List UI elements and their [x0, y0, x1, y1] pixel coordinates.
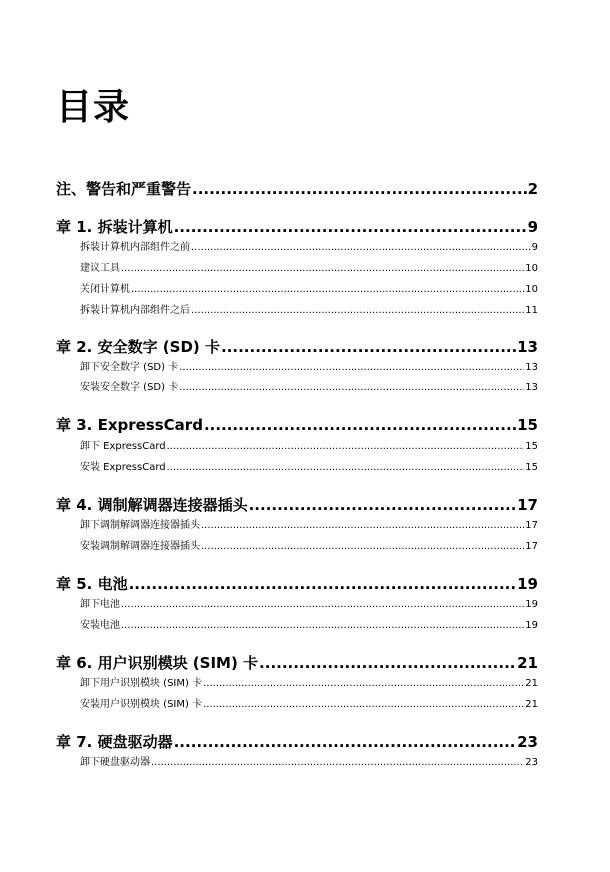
- dot-leader: [129, 575, 517, 593]
- toc-entry-label: 拆装计算机内部组件之前: [80, 242, 190, 253]
- toc-entry-page: 13: [525, 362, 538, 373]
- toc-subentry[interactable]: [80, 378, 538, 393]
- toc-entry-page: 9: [531, 242, 538, 253]
- toc-entry-label: 注、警告和严重警告: [56, 180, 192, 198]
- dot-leader: [191, 305, 524, 316]
- toc-entry-label: 章 3. ExpressCard: [56, 416, 203, 434]
- toc-entry-label: 章 6. 用户识别模块 (SIM) 卡: [56, 654, 259, 672]
- toc-entry-label: 章 2. 安全数字 (SD) 卡: [56, 338, 220, 356]
- toc-entry[interactable]: [56, 336, 538, 357]
- toc-subentry[interactable]: [80, 238, 538, 253]
- toc-entry-label: 卸下硬盘驱动器: [80, 757, 150, 768]
- toc-entry-page: 15: [525, 462, 538, 473]
- toc-subentry[interactable]: [80, 358, 538, 373]
- toc-entry-label: 章 1. 拆装计算机: [56, 218, 173, 236]
- dot-leader: [131, 284, 524, 295]
- toc-entry-page: 23: [525, 757, 538, 768]
- toc-entry-page: 11: [525, 305, 538, 316]
- toc-subentry[interactable]: [80, 695, 538, 710]
- dot-leader: [179, 362, 524, 373]
- toc-subentry[interactable]: [80, 753, 538, 768]
- toc-entry-page: 21: [525, 699, 538, 710]
- toc-entry-label: 卸下安全数字 (SD) 卡: [80, 362, 179, 373]
- dot-leader: [203, 699, 524, 710]
- dot-leader: [121, 599, 524, 610]
- toc-entry-page: 21: [517, 654, 538, 672]
- toc-subentry[interactable]: [80, 301, 538, 316]
- toc-entry-label: 建议工具: [80, 263, 120, 274]
- toc-entry-label: 安装用户识别模块 (SIM) 卡: [80, 699, 203, 710]
- toc-entry-page: 23: [517, 733, 538, 751]
- dot-leader: [221, 338, 516, 356]
- toc-entry[interactable]: [56, 652, 538, 673]
- toc-subentry[interactable]: [80, 616, 538, 631]
- toc-entry-page: 17: [525, 520, 538, 531]
- toc-entry-label: 章 4. 调制解调器连接器插头: [56, 496, 248, 514]
- toc-entry-label: 卸下用户识别模块 (SIM) 卡: [80, 678, 203, 689]
- toc-entry-page: 13: [525, 382, 538, 393]
- dot-leader: [167, 462, 525, 473]
- toc-entry-label: 卸下调制解调器连接器插头: [80, 520, 200, 531]
- dot-leader: [192, 180, 527, 198]
- toc-entry-page: 19: [525, 620, 538, 631]
- toc-entry-page: 2: [527, 180, 538, 198]
- toc-subentry[interactable]: [80, 516, 538, 531]
- toc-subentry[interactable]: [80, 595, 538, 610]
- toc-subentry[interactable]: [80, 674, 538, 689]
- dot-leader: [121, 620, 524, 631]
- toc-entry-label: 关闭计算机: [80, 284, 130, 295]
- toc-entry-label: 章 7. 硬盘驱动器: [56, 733, 173, 751]
- toc-entry[interactable]: [56, 573, 538, 594]
- dot-leader: [203, 678, 524, 689]
- toc-entry-page: 19: [517, 575, 538, 593]
- toc-entry[interactable]: [56, 731, 538, 752]
- toc-subentry[interactable]: [80, 280, 538, 295]
- toc-entry[interactable]: [56, 216, 538, 237]
- dot-leader: [151, 757, 524, 768]
- dot-leader: [121, 263, 524, 274]
- dot-leader: [179, 382, 524, 393]
- toc-entry-label: 章 5. 电池: [56, 575, 128, 593]
- toc-entry-page: 9: [527, 218, 538, 236]
- toc-subentry[interactable]: [80, 458, 538, 473]
- dot-leader: [201, 541, 524, 552]
- dot-leader: [174, 218, 527, 236]
- dot-leader: [167, 441, 525, 452]
- page-title: 目录: [56, 87, 131, 128]
- toc-entry-label: 卸下 ExpressCard: [80, 441, 166, 452]
- toc-entry[interactable]: [56, 494, 538, 515]
- toc-entry[interactable]: [56, 178, 538, 199]
- toc-entry-label: 安装安全数字 (SD) 卡: [80, 382, 179, 393]
- toc-subentry[interactable]: [80, 537, 538, 552]
- dot-leader: [174, 733, 517, 751]
- toc-subentry[interactable]: [80, 437, 538, 452]
- dot-leader: [249, 496, 517, 514]
- toc-entry-page: 19: [525, 599, 538, 610]
- toc-entry-page: 17: [525, 541, 538, 552]
- toc-entry-page: 21: [525, 678, 538, 689]
- dot-leader: [201, 520, 524, 531]
- toc-entry-page: 10: [525, 284, 538, 295]
- toc-entry-page: 10: [525, 263, 538, 274]
- toc-entry-page: 15: [517, 416, 538, 434]
- toc-entry-page: 15: [525, 441, 538, 452]
- toc-entry-label: 安装调制解调器连接器插头: [80, 541, 200, 552]
- toc-entry-page: 13: [517, 338, 538, 356]
- toc-entry[interactable]: [56, 414, 538, 435]
- toc-entry-page: 17: [517, 496, 538, 514]
- dot-leader: [204, 416, 516, 434]
- toc-entry-label: 安装电池: [80, 620, 120, 631]
- dot-leader: [259, 654, 516, 672]
- toc-entry-label: 卸下电池: [80, 599, 120, 610]
- toc-subentry[interactable]: [80, 259, 538, 274]
- toc-entry-label: 安装 ExpressCard: [80, 462, 166, 473]
- toc-entry-label: 拆装计算机内部组件之后: [80, 305, 190, 316]
- dot-leader: [191, 242, 531, 253]
